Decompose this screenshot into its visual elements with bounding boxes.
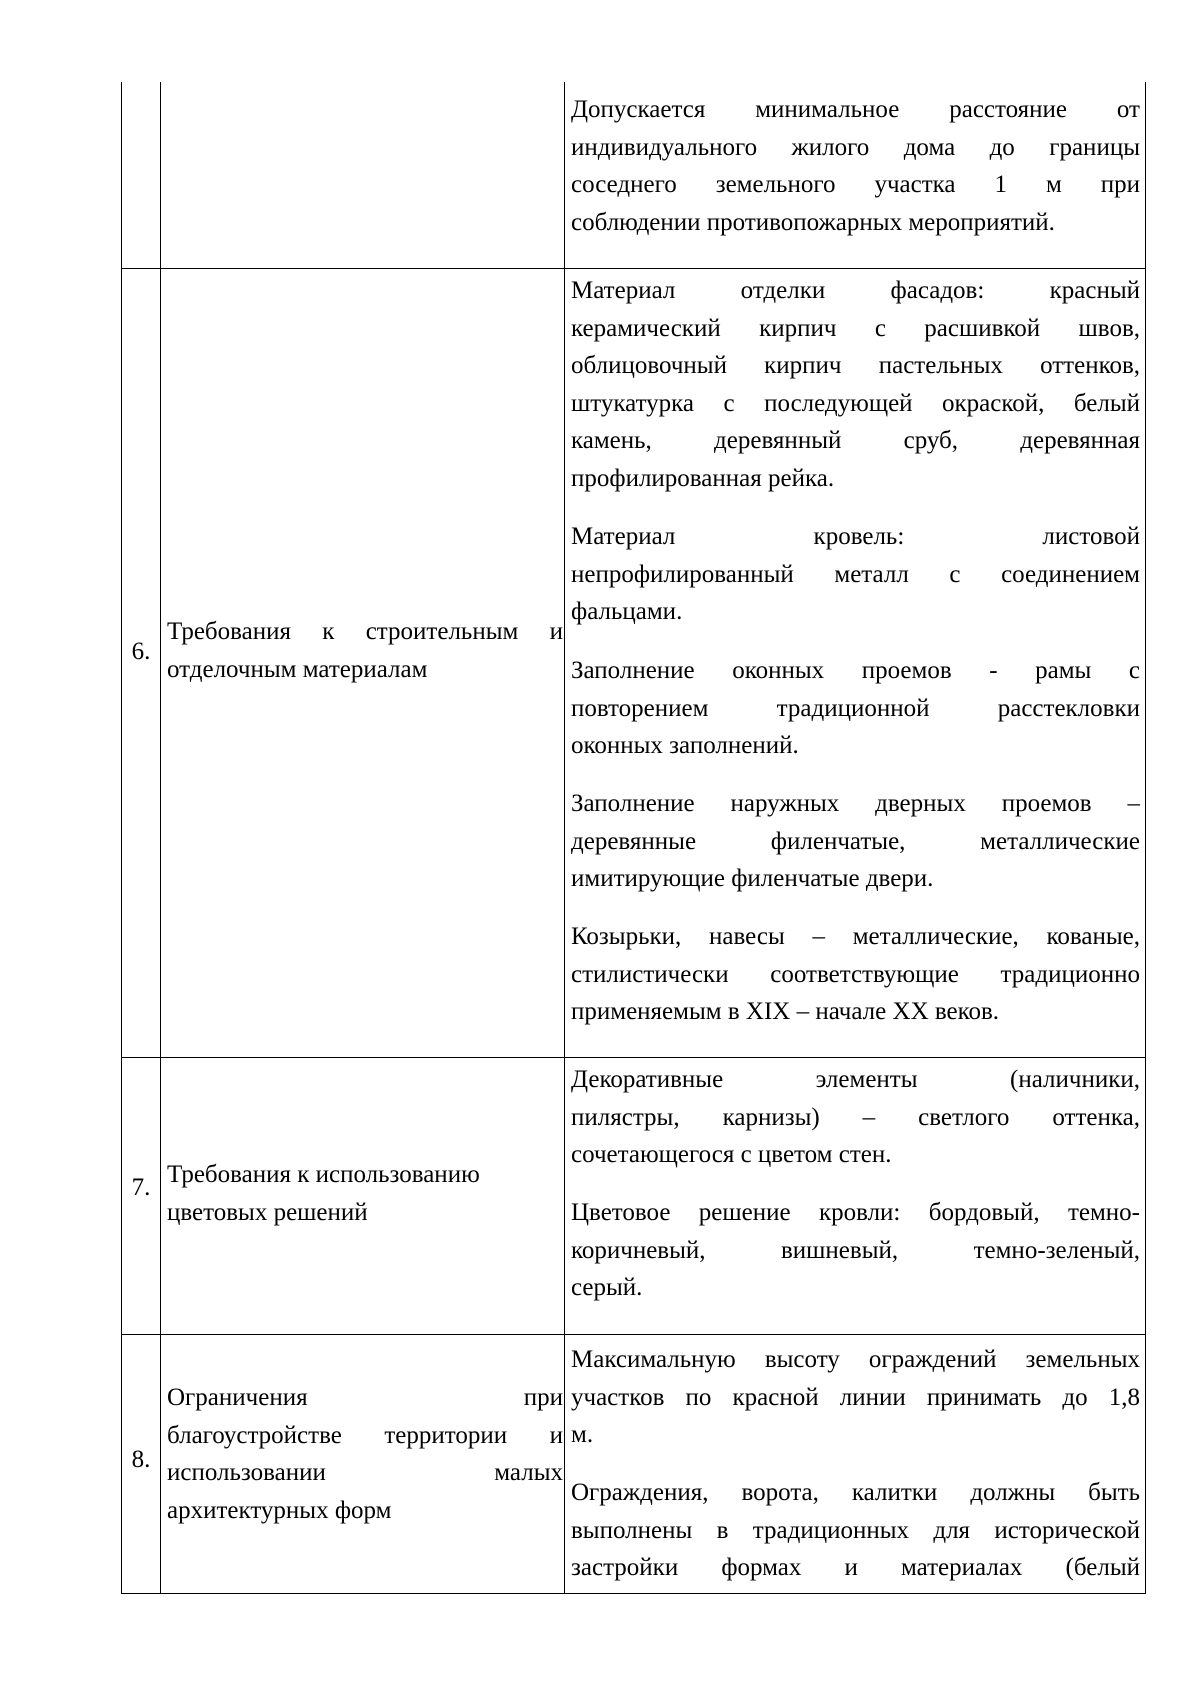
- text-line: оконных заполнений.: [571, 732, 799, 759]
- text-line: Декоративные элементы (наличники,: [571, 1066, 1140, 1093]
- row-text-paragraph: [571, 518, 1140, 631]
- table-border-right: [1145, 82, 1146, 1594]
- row-requirement: [167, 1156, 563, 1231]
- text-line: штукатурка с последующей окраской, белый: [571, 389, 1140, 417]
- text-line: стилистически соответствующие традиционно: [571, 960, 1140, 988]
- table-border-bottom: [121, 1593, 1146, 1594]
- row-number: 7.: [131, 1174, 151, 1201]
- text-line: участков по красной линии принимать до 1,8: [571, 1383, 1140, 1411]
- text-line: Материал кровель: листовой: [571, 523, 1140, 550]
- text-line: Материал отделки фасадов: красный: [571, 277, 1140, 304]
- text-line: Требования к строительным и: [167, 618, 563, 645]
- text-line: коричневый, вишневый, темно-зеленый,: [571, 1236, 1140, 1264]
- table-border-left: [121, 82, 122, 1594]
- text-line: пилястры, карнизы) – светлого оттенка,: [571, 1103, 1140, 1131]
- text-line: соблюдении противопожарных мероприятий.: [571, 208, 1055, 236]
- text-line: керамический кирпич с расшивкой швов,: [571, 314, 1140, 342]
- row-requirement: [167, 613, 563, 688]
- text-line: деревянные филенчатые, металлические: [571, 827, 1140, 855]
- text-line: отделочным материалам: [167, 655, 428, 683]
- text-line: облицовочный кирпич пастельных оттенков,: [571, 352, 1140, 379]
- row-divider: [121, 1334, 1146, 1335]
- text-line: непрофилированный металл с соединением: [571, 560, 1140, 588]
- row-text-paragraph: [571, 918, 1140, 1031]
- row-text-paragraph: [571, 1061, 1140, 1174]
- row-number: 8.: [131, 1446, 151, 1473]
- row-text-paragraph: [571, 652, 1140, 765]
- row-text-paragraph: [571, 1341, 1140, 1454]
- text-line: застройки формах и материалах (белый: [571, 1554, 1140, 1581]
- text-line: имитирующие филенчатые двери.: [571, 865, 934, 892]
- text-line: фальцами.: [571, 598, 683, 625]
- text-line: камень, деревянный сруб, деревянная: [571, 427, 1140, 454]
- text-line: Ограждения, ворота, калитки должны быть: [571, 1479, 1140, 1506]
- row-text-paragraph: [571, 1474, 1140, 1587]
- text-line: благоустройстве территории и: [167, 1421, 563, 1449]
- text-line: использовании малых: [167, 1459, 563, 1486]
- text-line: архитектурных форм: [167, 1496, 392, 1524]
- text-line: соседнего земельного участка 1 м при: [571, 171, 1140, 198]
- text-line: профилированная рейка.: [571, 464, 835, 492]
- column-divider-requirement: [564, 82, 565, 1594]
- text-line: сочетающегося с цветом стен.: [571, 1141, 892, 1168]
- row-text-paragraph: [571, 785, 1140, 898]
- row-divider: [121, 1057, 1146, 1058]
- text-line: Требования к использованию: [167, 1161, 480, 1188]
- text-line: серый.: [571, 1274, 643, 1301]
- text-line: выполнены в традиционных для исторической: [571, 1516, 1140, 1544]
- text-line: индивидуального жилого дома до границы: [571, 133, 1140, 161]
- text-line: Ограничения при: [167, 1384, 563, 1411]
- text-line: Максимальную высоту ограждений земельных: [571, 1346, 1140, 1373]
- text-line: Заполнение наружных дверных проемов –: [571, 790, 1140, 817]
- column-divider-number: [160, 82, 161, 1594]
- text-line: Допускается минимальное расстояние от: [571, 96, 1140, 123]
- text-line: м.: [571, 1421, 594, 1448]
- row-text-paragraph: [571, 1194, 1140, 1307]
- row-requirement: [167, 1379, 563, 1529]
- row-text-paragraph: [571, 272, 1140, 497]
- text-line: Козырьки, навесы – металлические, кованые,: [571, 923, 1140, 950]
- row-number: 6.: [131, 638, 151, 665]
- text-line: Цветовое решение кровли: бордовый, темно-: [571, 1199, 1140, 1226]
- text-line: повторением традиционной расстекловки: [571, 694, 1140, 722]
- row-text-paragraph: [571, 91, 1140, 241]
- row-divider: [121, 268, 1146, 269]
- text-line: цветовых решений: [167, 1198, 368, 1226]
- text-line: применяемым в XIX – начале XX веков.: [571, 998, 1000, 1025]
- text-line: Заполнение оконных проемов - рамы с: [571, 657, 1140, 684]
